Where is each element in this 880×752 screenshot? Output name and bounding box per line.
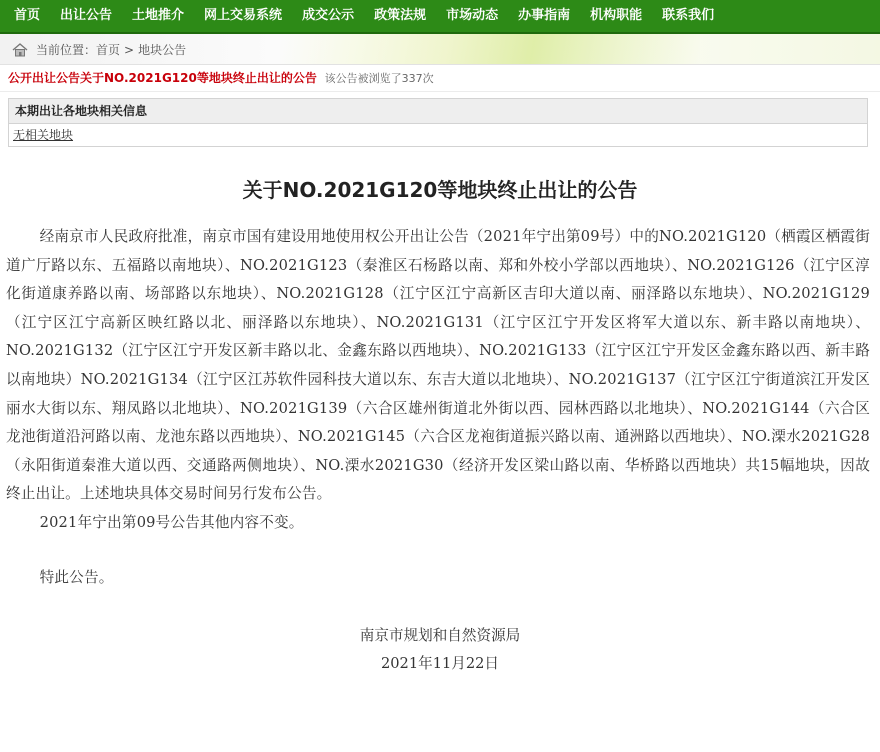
headline-title: 公开出让公告关于NO.2021G120等地块终止出让的公告 bbox=[8, 71, 317, 85]
banner-decoration bbox=[280, 34, 700, 64]
article-body bbox=[6, 223, 870, 592]
publish-date: 2021年11月22日 bbox=[380, 655, 500, 673]
home-icon bbox=[12, 43, 28, 57]
announcement-headline bbox=[0, 65, 880, 92]
related-parcels-box bbox=[8, 98, 868, 147]
nav-item-deal-publicity[interactable]: 成交公示 bbox=[302, 8, 355, 23]
related-parcels-body bbox=[9, 124, 867, 146]
no-related-parcels-link[interactable]: 无相关地块 bbox=[13, 128, 74, 142]
signer-name: 南京市规划和自然资源局 bbox=[359, 627, 521, 645]
article-paragraph-unchanged: 2021年宁出第09号公告其他内容不变。 bbox=[39, 513, 304, 531]
article-title: 关于NO.2021G120等地块终止出让的公告 bbox=[242, 178, 638, 202]
article-paragraph-main: 经南京市人民政府批准，南京市国有建设用地使用权公开出让公告（2021年宁出第09号）中的NO.2021G120（栖霞区栖霞街道广厅路以东、五福路以南地块）、NO.2021G123（秦淮区石杨路以南、郑和外校小学部以西地块）、NO.2021G126（江宁区淳化街道康养路以南、场部路以东地块）、NO.2021G128（江宁区江宁高新区吉印大道以南、丽泽路以东地块）、NO.2021G129（江宁区江宁高新区映红路以北、丽泽路以东地块）、NO.2021G131（江宁区江宁开发区将军大道以东、新丰路以南地块）、NO.2021G132（江宁区江宁开发区新丰路以北、金鑫东路以西地块）、NO.2021G133（江宁区江宁开发区金鑫东路以西、新丰路以南地块）NO.2021G134（江宁区江苏软件园科技大道以东、东吉大道以北地块）、NO.2021G137（江宁区江宁街道滨江开发区丽水大街以东、翔凤路以北地块）、NO.2021G139（六合区雄州街道北外街以西、园林西路以北地块）、NO.2021G144（六合区龙池街道沿河路以南、龙池东路以西地块）、NO.2021G145（六合区龙袍街道振兴路以南、通洲路以西地块）、NO.溧水2021G28（永阳街道秦淮大道以西、交通路两侧地块）、NO.溧水2021G30（经济开发区梁山路以南、华桥路以西地块）共15幅地块，因故终止出让。上述地块具体交易时间另行发布公告。 bbox=[6, 228, 870, 503]
location-banner bbox=[0, 34, 880, 65]
nav-item-policies[interactable]: 政策法规 bbox=[374, 8, 427, 23]
top-nav bbox=[0, 0, 880, 34]
nav-item-land-promotion[interactable]: 土地推介 bbox=[132, 8, 185, 23]
nav-item-functions[interactable]: 机构职能 bbox=[590, 8, 643, 23]
breadcrumb-prefix: 当前位置： bbox=[36, 43, 97, 57]
article-paragraph-closing: 特此公告。 bbox=[39, 568, 114, 586]
nav-item-transfer-notice[interactable]: 出让公告 bbox=[60, 8, 113, 23]
breadcrumb bbox=[12, 41, 186, 58]
nav-item-service-guide[interactable]: 办事指南 bbox=[518, 8, 571, 23]
nav-item-market-news[interactable]: 市场动态 bbox=[446, 8, 499, 23]
breadcrumb-current-link[interactable]: 地块公告 bbox=[138, 43, 187, 57]
breadcrumb-separator: > bbox=[124, 42, 135, 57]
nav-item-home[interactable]: 首页 bbox=[14, 8, 41, 23]
related-parcels-header: 本期出让各地块相关信息 bbox=[9, 99, 867, 124]
article-signature bbox=[0, 622, 880, 678]
nav-item-contact[interactable]: 联系我们 bbox=[662, 8, 715, 23]
breadcrumb-home-link[interactable]: 首页 bbox=[96, 43, 121, 57]
nav-item-online-trading[interactable]: 网上交易系统 bbox=[204, 8, 283, 23]
view-count: 该公告被浏览了337次 bbox=[324, 72, 434, 85]
